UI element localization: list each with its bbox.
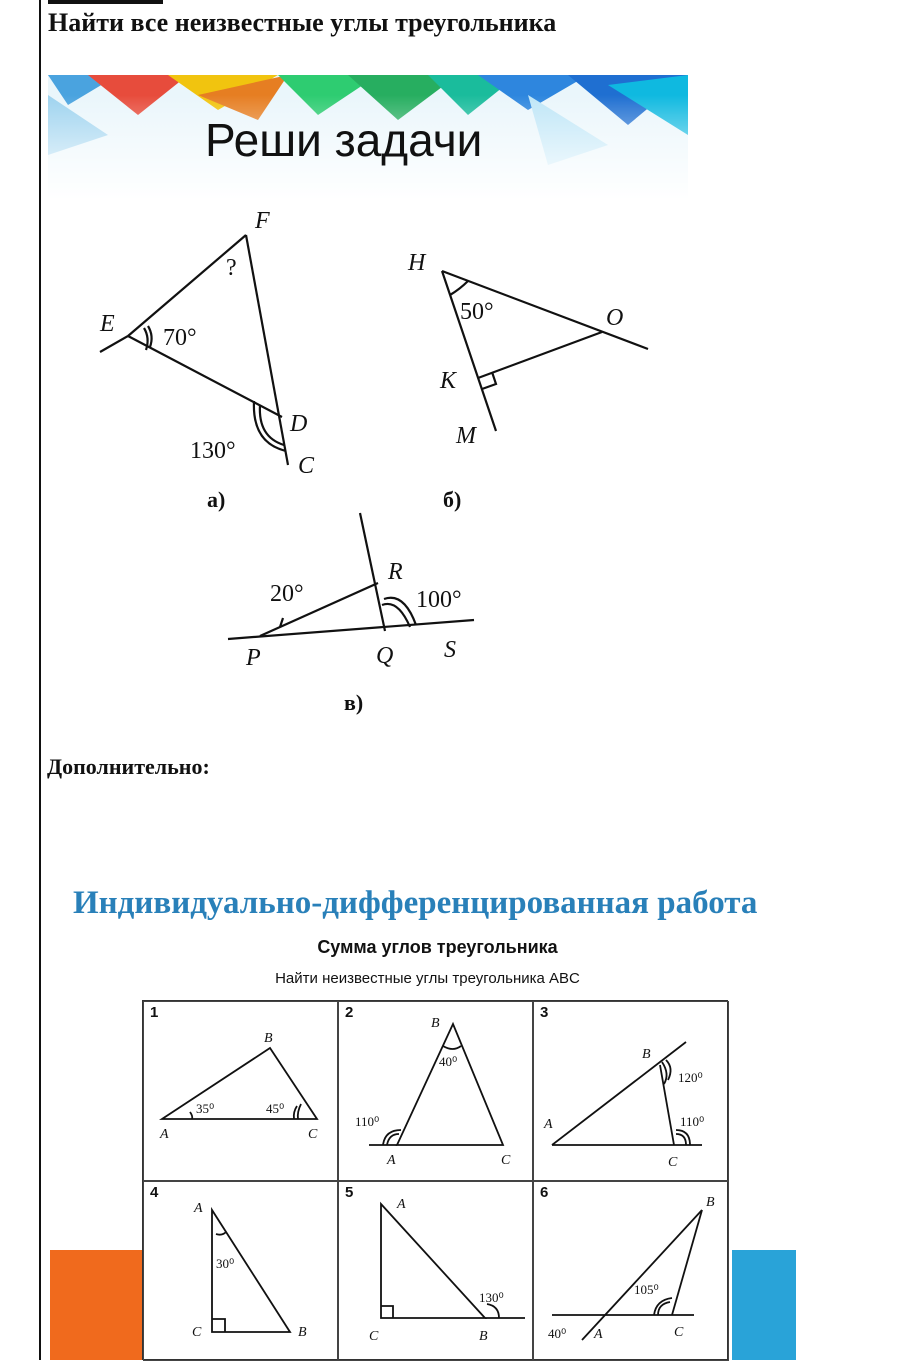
svg-text:40⁰: 40⁰ [548,1326,567,1341]
svg-text:40⁰: 40⁰ [439,1054,458,1069]
fig-a-label-d: D [290,411,308,437]
svg-text:105⁰: 105⁰ [634,1282,659,1297]
svg-text:110⁰: 110⁰ [680,1114,705,1129]
fig-c-line-ps [228,620,474,639]
svg-text:A: A [387,1153,396,1168]
top-rule [48,0,163,4]
task-number: 5 [345,1184,354,1201]
svg-text:B: B [479,1329,488,1344]
fig-b-label-k: K [440,368,457,394]
svg-text:B: B [264,1031,273,1046]
svg-text:B: B [642,1047,651,1062]
slide-instruction: Найти неизвестные углы треугольника ABC [275,970,580,987]
task-cell-6 [533,1181,729,1361]
task-number: 6 [540,1184,549,1201]
fig-a-label-f: F [255,208,270,234]
svg-text:C: C [501,1153,511,1168]
fig-a-angle-ext: 130° [190,438,236,464]
fig-c-side-rq [360,513,385,631]
svg-text:C: C [668,1155,678,1170]
fig-a-label-c: C [298,453,315,479]
task-3-diagram [534,1002,730,1182]
svg-text:C: C [674,1325,684,1340]
task-5-diagram [339,1182,534,1362]
fig-a-ext-e [100,336,128,352]
slide-deco-orange [50,1250,142,1360]
fig-a-label-e: E [100,311,115,337]
task-cell-2 [338,1001,533,1181]
fig-a-unknown: ? [226,255,237,281]
task-number: 4 [150,1184,159,1201]
fig-b-label-h: H [408,250,426,276]
svg-text:C: C [192,1325,202,1340]
fig-c-label-r: R [388,559,403,585]
svg-text:B: B [706,1195,715,1210]
task-number: 1 [150,1004,159,1021]
svg-text:A: A [544,1117,553,1132]
task-6-diagram [534,1182,730,1362]
task-number: 3 [540,1004,549,1021]
task-number: 2 [345,1004,354,1021]
svg-text:120⁰: 120⁰ [678,1070,703,1085]
banner [48,75,688,200]
fig-c-label-s: S [444,637,456,663]
svg-text:45⁰: 45⁰ [266,1101,285,1116]
tasks-grid [142,1000,728,1360]
svg-text:A: A [194,1201,203,1216]
svg-text:A: A [160,1127,169,1142]
fig-c-angle-q: 100° [416,587,462,613]
task-cell-3 [533,1001,729,1181]
fig-b-arc-h [450,281,468,295]
fig-b-side-ko [478,332,602,378]
svg-text:C: C [369,1329,379,1344]
slide-deco-blue [732,1250,796,1360]
task-4-diagram [144,1182,339,1362]
task-1-diagram [144,1002,339,1182]
geometry-figures [0,195,700,725]
task-2-diagram [339,1002,534,1182]
slide-title: Индивидуально-дифференцированная работа [73,885,758,921]
task-cell-1 [143,1001,338,1181]
svg-text:B: B [298,1325,307,1340]
fig-a-side-fc [246,235,288,465]
fig-a-arc-e [148,326,152,347]
task-heading: Найти все неизвестные углы треугольника [48,8,557,37]
banner-title: Реши задачи [205,114,483,166]
svg-text:35⁰: 35⁰ [196,1101,215,1116]
fig-c-caption: в) [344,690,364,715]
fig-c-angle-p: 20° [270,581,304,607]
fig-a-caption: а) [207,487,226,512]
fig-a-angle-e: 70° [163,325,197,351]
fig-a-arc-e2 [144,328,148,350]
fig-b-label-o: O [606,305,624,331]
svg-text:A: A [594,1327,603,1342]
svg-text:110⁰: 110⁰ [355,1114,380,1129]
fig-a-side-ed [128,336,282,417]
fig-b-caption: б) [443,487,462,512]
slide-subtitle: Сумма углов треугольника [317,937,558,957]
extra-heading: Дополнительно: [47,754,210,779]
fig-b-label-m: M [456,423,476,449]
svg-text:C: C [308,1127,318,1142]
svg-text:130⁰: 130⁰ [479,1290,504,1305]
svg-text:B: B [431,1016,440,1031]
svg-text:A: A [397,1197,406,1212]
fig-c-label-p: P [246,645,261,671]
fig-a-side-ef [128,235,246,336]
task-cell-4 [143,1181,338,1361]
fig-b-angle-h: 50° [460,299,494,325]
svg-text:30⁰: 30⁰ [216,1256,235,1271]
task-cell-5 [338,1181,533,1361]
fig-c-label-q: Q [376,643,394,669]
